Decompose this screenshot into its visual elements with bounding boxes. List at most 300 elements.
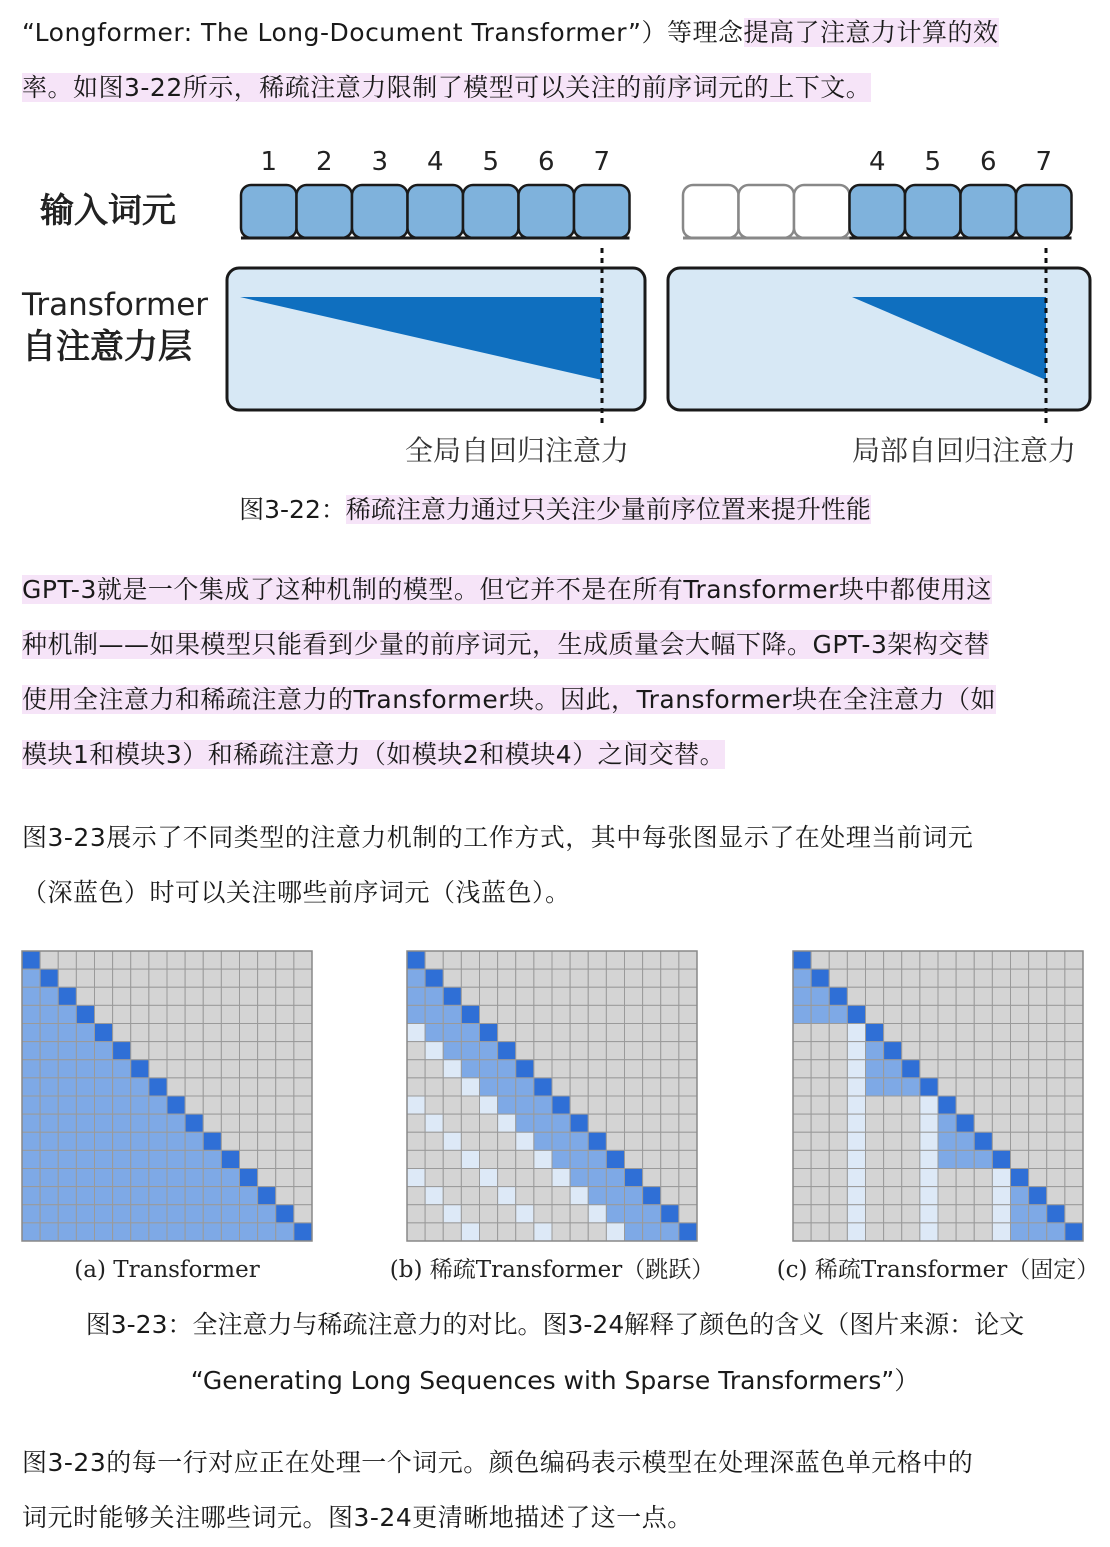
matrix-cell [974,1169,992,1187]
matrix-cell [811,1078,829,1096]
matrix-cell [498,951,516,969]
matrix-cell [443,1078,461,1096]
matrix-cell [1047,1150,1065,1168]
matrix-cell [58,1078,76,1096]
matrix-cell [185,1024,203,1042]
matrix-cell [661,1078,679,1096]
matrix-cell [131,1150,149,1168]
matrix-cell [1065,1205,1083,1223]
matrix-cell [992,1042,1010,1060]
matrix-cell [606,1060,624,1078]
matrix-cell [58,1223,76,1241]
matrix-cell [643,1024,661,1042]
matrix-cell [811,987,829,1005]
matrix-cell [276,1150,294,1168]
matrix-cell [443,1169,461,1187]
matrix-cell [22,1042,40,1060]
matrix-cell [606,987,624,1005]
matrix-cell [625,1223,643,1241]
matrix-cell [95,969,113,987]
gpt3-line-4: 模块1和模块3）和稀疏注意力（如模块2和模块4）之间交替。 [22,740,726,769]
matrix-cell [588,1042,606,1060]
matrix-cell [956,1223,974,1241]
matrix-cell [407,1132,425,1150]
matrix-cell [58,1005,76,1023]
matrix-cell [167,1005,185,1023]
intro-line-1 [22,5,1102,60]
matrix-cell [131,1024,149,1042]
matrix-cell [425,1187,443,1205]
matrix-cell [643,1078,661,1096]
matrix-cell [661,987,679,1005]
intro-paragraph [22,5,1102,115]
matrix-cell [258,1005,276,1023]
matrix-cell [974,1096,992,1114]
matrix-cell [258,1078,276,1096]
token-box [408,185,464,238]
matrix-cell [203,1223,221,1241]
matrix-cell [1011,1114,1029,1132]
matrix-cell [276,1187,294,1205]
matrix-cell [276,1132,294,1150]
matrix-cell [829,1024,847,1042]
matrix-cell [240,1096,258,1114]
matrix-cell [811,1205,829,1223]
token-box [850,185,906,238]
matrix-cell [443,1060,461,1078]
matrix-cell [443,1005,461,1023]
matrix-cell [480,1187,498,1205]
matrix-cell [461,1132,479,1150]
matrix-cell [113,1060,131,1078]
matrix-cell [884,1150,902,1168]
matrix-cell [1047,1223,1065,1241]
matrix-cell [829,1114,847,1132]
matrix-cell [167,1223,185,1241]
matrix-cell [425,1114,443,1132]
matrix-cell [76,1024,94,1042]
token-box [297,185,353,238]
matrix-cell [793,1024,811,1042]
figure-3-23-caption [0,1297,1110,1409]
matrix-cell [811,1150,829,1168]
matrix-cell [443,1205,461,1223]
matrix-cell [938,1024,956,1042]
matrix-cell [22,969,40,987]
matrix-cell [498,1223,516,1241]
matrix-cell [498,1005,516,1023]
matrix-cell [221,1223,239,1241]
matrix-cell [203,987,221,1005]
matrix-cell [461,951,479,969]
matrix-cell [407,1169,425,1187]
matrix-cell [679,1187,697,1205]
matrix-cell [793,987,811,1005]
matrix-cell [606,1187,624,1205]
matrix-cell [570,1024,588,1042]
matrix-cell [276,1060,294,1078]
matrix-cell [131,1060,149,1078]
matrix-cell [992,951,1010,969]
matrix-cell [240,987,258,1005]
matrix-cell [498,1205,516,1223]
matrix-cell [294,1205,312,1223]
matrix-cell [76,1114,94,1132]
matrix-cell [643,1187,661,1205]
matrix-cell [425,1223,443,1241]
matrix-cell [461,1042,479,1060]
matrix-cell [679,1114,697,1132]
matrix-cell [185,1187,203,1205]
matrix-cell [443,969,461,987]
matrix-cell [811,1169,829,1187]
matrix-cell [829,951,847,969]
matrix-cell [167,951,185,969]
matrix-cell [294,1169,312,1187]
matrix-cell [461,1223,479,1241]
matrix-cell [570,1096,588,1114]
matrix-cell [829,1078,847,1096]
matrix-cell [811,1132,829,1150]
matrix-cell [534,1169,552,1187]
matrix-cell [974,951,992,969]
matrix-cell [131,1096,149,1114]
matrix-cell [625,1078,643,1096]
matrix-cell [240,1024,258,1042]
matrix-cell [938,1096,956,1114]
matrix-cell [1029,1150,1047,1168]
matrix-cell [58,951,76,969]
matrix-cell [221,1005,239,1023]
matrix-cell [276,1169,294,1187]
matrix-cell [1065,1223,1083,1241]
matrix-cell [534,1132,552,1150]
matrix-cell [606,1024,624,1042]
matrix-cell [1011,1096,1029,1114]
matrix-cell [221,1169,239,1187]
matrix-cell [902,1114,920,1132]
matrix-cell [625,1114,643,1132]
matrix-cell [203,1042,221,1060]
matrix-cell [920,1169,938,1187]
matrix-cell [149,969,167,987]
matrix-cell [498,1132,516,1150]
matrix-cell [1065,1005,1083,1023]
matrix-cell [516,987,534,1005]
matrix-cell [866,1024,884,1042]
matrix-cell [938,1114,956,1132]
layer-label-line2: 自注意力层 [22,327,192,367]
token-number: 4 [868,147,886,177]
matrix-cell [552,1150,570,1168]
matrix-cell [95,1042,113,1060]
matrix-cell [240,1078,258,1096]
matrix-cell [461,1078,479,1096]
token-box-empty [683,185,739,238]
matrix-cell [1047,1205,1065,1223]
matrix-cell [480,969,498,987]
matrix-cell [793,1114,811,1132]
matrix-cell [294,1114,312,1132]
matrix-cell [920,987,938,1005]
matrix-cell [866,1005,884,1023]
matrix-cell [884,1114,902,1132]
matrix-cell [643,1060,661,1078]
token-number: 2 [315,147,333,177]
matrix-cell [884,1169,902,1187]
intro-line-2 [22,60,1102,115]
matrix-cell [1065,1132,1083,1150]
matrix-cell [902,1060,920,1078]
matrix-cell [221,1042,239,1060]
matrix-cell [258,1060,276,1078]
matrix-cell [480,1078,498,1096]
matrix-cell [516,1223,534,1241]
matrix-cell [276,1024,294,1042]
matrix-cell [884,1060,902,1078]
matrix-cell [606,1205,624,1223]
matrix-cell [131,1005,149,1023]
matrix-cell [22,987,40,1005]
matrix-cell [58,987,76,1005]
matrix-cell [588,987,606,1005]
matrix-cell [40,1223,58,1241]
matrix-cell [480,951,498,969]
matrix-cell [480,1096,498,1114]
matrix-cell [294,987,312,1005]
matrix-cell [866,1114,884,1132]
matrix-cell [1047,1042,1065,1060]
matrix-cell [258,987,276,1005]
matrix-cell [498,987,516,1005]
matrix-cell [407,1150,425,1168]
matrix-cell [185,1096,203,1114]
token-box [961,185,1017,238]
matrix-cell [1047,1096,1065,1114]
matrix-cell [570,1132,588,1150]
matrix-cell [793,1223,811,1241]
matrix-cell [866,1096,884,1114]
matrix-cell [920,1114,938,1132]
matrix-cell [588,1169,606,1187]
matrix-cell [884,1223,902,1241]
matrix-cell [95,987,113,1005]
matrix-cell [498,1096,516,1114]
matrix-cell [1011,951,1029,969]
matrix-cell [661,1187,679,1205]
matrix-cell [425,1042,443,1060]
matrix-cell [480,1042,498,1060]
matrix-cell [498,1114,516,1132]
matrix-cell [974,969,992,987]
matrix-cell [884,1205,902,1223]
matrix-cell [992,1169,1010,1187]
matrix-cell [625,1042,643,1060]
matrix-cell [679,951,697,969]
matrix-cell [974,1114,992,1132]
matrix-cell [1029,1060,1047,1078]
matrix-cell [866,951,884,969]
matrix-cell [534,987,552,1005]
matrix-cell [570,1005,588,1023]
matrix-cell [679,1150,697,1168]
matrix-cell [643,1223,661,1241]
matrix-cell [625,1169,643,1187]
matrix-cell [22,1150,40,1168]
matrix-cell [22,1132,40,1150]
matrix-cell [679,1132,697,1150]
matrix-cell [22,1223,40,1241]
matrix-cell [294,1024,312,1042]
matrix-cell [920,1078,938,1096]
token-box [574,185,630,238]
matrix-cell [203,1060,221,1078]
matrix-cell [793,1169,811,1187]
matrix-cell [443,1223,461,1241]
matrix-cell [95,1223,113,1241]
matrix-cell [294,969,312,987]
matrix-cell [58,1042,76,1060]
matrix-cell [661,1024,679,1042]
matrix-cell [992,1114,1010,1132]
matrix-cell [679,1024,697,1042]
matrix-cell [625,951,643,969]
matrix-cell [588,1187,606,1205]
matrix-cell [829,1150,847,1168]
matrix-cell [679,1042,697,1060]
matrix-cell [534,1205,552,1223]
matrix-cell [1065,1060,1083,1078]
matrix-cell [1065,1096,1083,1114]
matrix-cell [920,1096,938,1114]
attention-matrix-full [22,951,312,1283]
matrix-cell [974,1024,992,1042]
matrix-cell [221,1078,239,1096]
matrix-cell [956,987,974,1005]
matrix-cell [884,987,902,1005]
matrix-cell [480,1169,498,1187]
matrix-cell [113,1132,131,1150]
matrix-cell [167,1042,185,1060]
matrix-cell [588,1078,606,1096]
matrix-cell [974,987,992,1005]
matrix-cell [974,1187,992,1205]
matrix-cell [1029,1132,1047,1150]
matrix-cell [793,1005,811,1023]
matrix-cell [407,1114,425,1132]
matrix-cell [203,1132,221,1150]
matrix-cell [516,1150,534,1168]
matrix-cell [461,969,479,987]
matrix-cell [1011,1060,1029,1078]
matrix-cell [425,987,443,1005]
matrix-cell [1029,1005,1047,1023]
matrix-cell [1011,1005,1029,1023]
matrix-cell [240,969,258,987]
matrix-cell [847,1078,865,1096]
matrix-cell [113,1150,131,1168]
token-box [519,185,575,238]
matrix-cell [425,1024,443,1042]
matrix-cell [643,1205,661,1223]
matrix-cell [221,1132,239,1150]
matrix-cell [661,969,679,987]
matrix-cell [203,1096,221,1114]
matrix-cell [552,1169,570,1187]
matrix-cell [866,1150,884,1168]
matrix-cell [407,1187,425,1205]
matrix-cell [643,951,661,969]
matrix-cell [884,1078,902,1096]
matrix-cell [480,1005,498,1023]
matrix-cell [76,1042,94,1060]
matrix-cell [1047,951,1065,969]
matrix-cell [425,1132,443,1150]
matrix-cell [570,1223,588,1241]
matrix-cell [76,987,94,1005]
matrix-cell [920,1150,938,1168]
matrix-cell [956,1205,974,1223]
matrix-cell [203,1169,221,1187]
matrix-cell [661,1205,679,1223]
matrix-cell [570,1114,588,1132]
matrix-cell [167,987,185,1005]
matrix-cell [920,969,938,987]
matrix-cell [992,1187,1010,1205]
matrix-cell [407,1024,425,1042]
matrix-cell [276,1096,294,1114]
matrix-cell [1029,951,1047,969]
matrix-cell [185,1005,203,1023]
matrix-cell [40,1024,58,1042]
matrix-cell [240,1205,258,1223]
local-attention-label: 局部自回归注意力 [852,434,1077,467]
matrix-cell [95,1060,113,1078]
matrix-cell [443,987,461,1005]
matrix-cell [811,969,829,987]
matrix-cell [461,1150,479,1168]
matrix-cell [866,1187,884,1205]
matrix-cell [221,987,239,1005]
matrix-cell [625,1005,643,1023]
gpt3-line [22,672,1102,727]
token-box [352,185,408,238]
matrix-cell [829,1096,847,1114]
matrix-cell [588,1060,606,1078]
matrix-cell [240,1150,258,1168]
matrix-cell [661,1132,679,1150]
matrix-cell [185,969,203,987]
matrix-cell [643,987,661,1005]
matrix-cell [793,1096,811,1114]
layer-label-line1: Transformer [22,287,209,323]
matrix-cell [516,1078,534,1096]
matrix-cell [793,1187,811,1205]
matrix-cell [425,1060,443,1078]
matrix-cell [498,1169,516,1187]
matrix-cell [76,1132,94,1150]
matrix-cell [811,1005,829,1023]
matrix-cell [920,1005,938,1023]
matrix-cell [149,1024,167,1042]
matrix-cell [606,1005,624,1023]
matrix-cell [221,1150,239,1168]
matrix-cell [679,1005,697,1023]
matrix-cell [606,1078,624,1096]
matrix-cell [113,969,131,987]
matrix-cell [534,969,552,987]
matrix-cell [516,1096,534,1114]
